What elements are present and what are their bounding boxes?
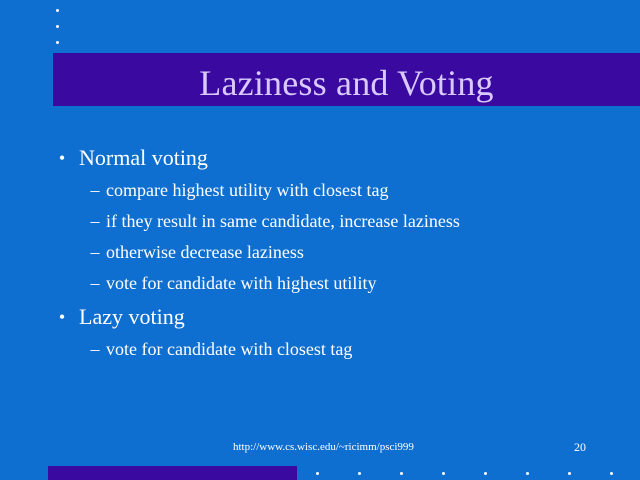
decorative-dots-bottom — [316, 472, 616, 476]
dash-symbol: – — [90, 339, 100, 359]
footer-url: http://www.cs.wisc.edu/~ricimm/psci999 — [233, 441, 414, 453]
sub-bullet-line — [54, 268, 614, 299]
dot — [56, 25, 59, 28]
dot — [568, 472, 571, 475]
dot — [526, 472, 529, 475]
dot — [400, 472, 403, 475]
sub-bullet-line — [54, 206, 614, 237]
dot — [610, 472, 613, 475]
bullet-line — [54, 300, 614, 334]
dot — [442, 472, 445, 475]
page-number: 20 — [574, 440, 586, 454]
sub-bullet-text: otherwise decrease laziness — [106, 242, 304, 262]
decorative-dots-top — [56, 9, 62, 57]
sub-bullet-text: if they result in same candidate, increase laziness — [106, 211, 460, 231]
footer-bar — [48, 466, 297, 480]
sub-bullet-line — [54, 334, 614, 365]
dash-symbol: – — [90, 273, 100, 293]
dot — [484, 472, 487, 475]
dash-symbol: – — [90, 242, 100, 262]
dot — [316, 472, 319, 475]
dash-symbol: – — [90, 180, 100, 200]
bullet-symbol: • — [58, 148, 66, 168]
sub-bullet-text: vote for candidate with highest utility — [106, 273, 377, 293]
sub-bullet-text: compare highest utility with closest tag — [106, 180, 389, 200]
title-bar — [53, 53, 640, 106]
sub-bullet-text: vote for candidate with closest tag — [106, 339, 353, 359]
bullet-item-normal-voting — [54, 141, 614, 299]
bullet-item-lazy-voting — [54, 300, 614, 365]
sub-bullet-line — [54, 237, 614, 268]
bullet-symbol: • — [58, 307, 66, 327]
bullet-line — [54, 141, 614, 175]
dot — [358, 472, 361, 475]
dot — [56, 41, 59, 44]
bullet-text: Lazy voting — [79, 304, 185, 329]
dash-symbol: – — [90, 211, 100, 231]
bullet-text: Normal voting — [79, 145, 208, 170]
sub-bullet-line — [54, 175, 614, 206]
slide-title: Laziness and Voting — [199, 63, 494, 103]
dot — [56, 9, 59, 12]
